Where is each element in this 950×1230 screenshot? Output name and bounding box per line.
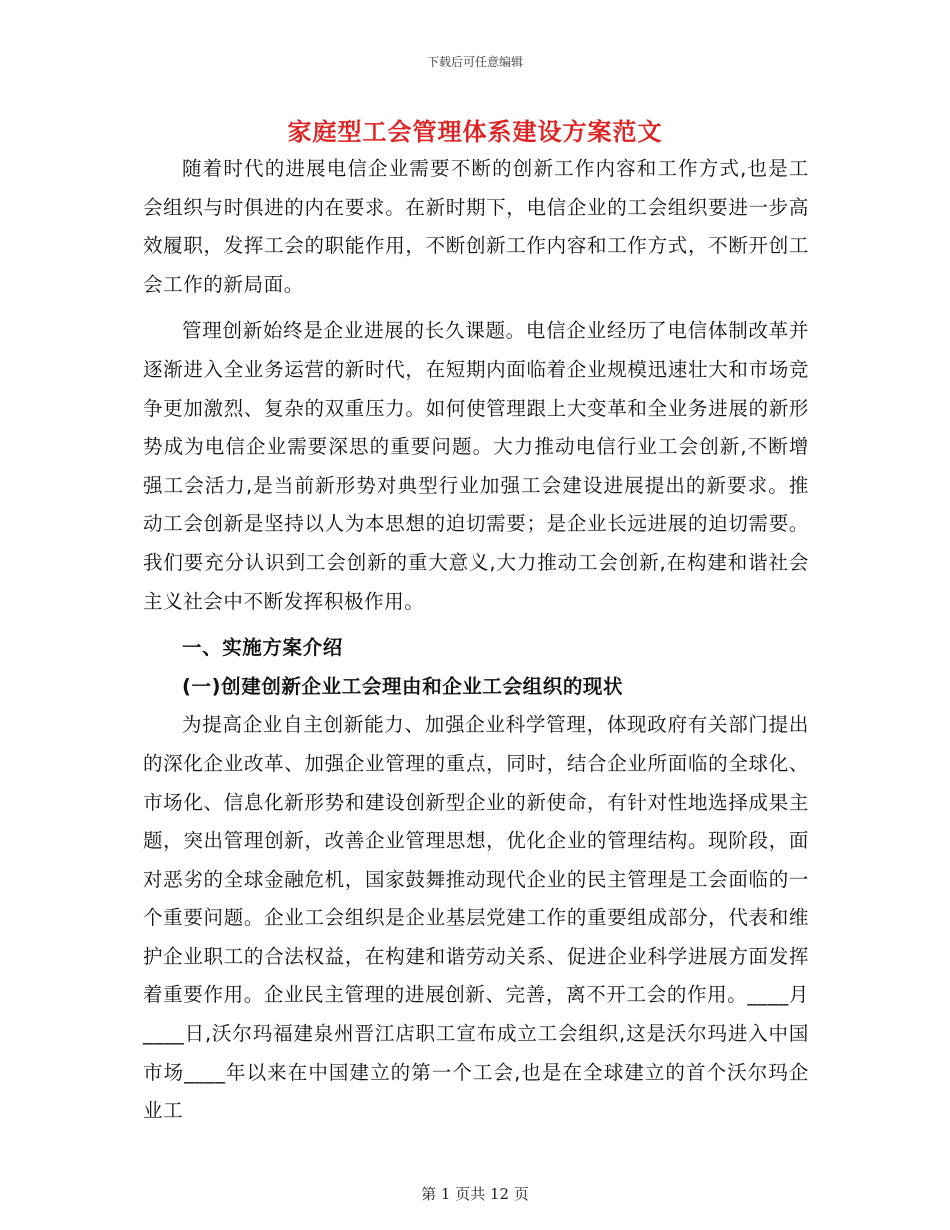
page-footer-number: 第 1 页共 12 页: [421, 1185, 529, 1203]
paragraph-background: 为提高企业自主创新能力、加强企业科学管理，体现政府有关部门提出的深化企业改革、加强企业管理的重点，同时，结合企业所面临的全球化、市场化、信息化新形势和建设创新型企业的新使命，有针对性地选择成果主题，突出管理创新，改善企业管理思想，优化企业的管理结构。现阶段，面对恶劣的全球金融危机，国家鼓舞推动现代企业的民主管理是工会面临的一个重要问题。企业工会组织是企业基层党建工作的重要组成部分，代表和维护企业职工的合法权益，在构建和谐劳动关系、促进企业科学进展方面发挥着重要作用。企业民主管理的进展创新、完善，离不开工会的作用。____月____日,沃尔玛福建泉州晋江店职工宣布成立工会组织,这是沃尔玛进入中国市场____年以来在中国建立的第一个工会,也是在全球建立的首个沃尔玛企业工: [143, 713, 809, 1123]
section-heading: 一、实施方案介绍: [182, 636, 343, 660]
paragraph-management: 管理创新始终是企业进展的长久课题。电信企业经历了电信体制改革并逐渐进入全业务运营的新时代，在短期内面临着企业规模迅速壮大和市场竞争更加激烈、复杂的双重压力。如何使管理跟上大变革和全业务进展的新形势成为电信企业需要深思的重要问题。大力推动电信行业工会创新,不断增强工会活力,是当前新形势对典型行业加强工会建设进展提出的新要求。推动工会创新是坚持以人为本思想的迫切需要；是企业长远进展的迫切需要。我们要充分认识到工会创新的重大意义,大力推动工会创新,在构建和谐社会主义社会中不断发挥积极作用。: [143, 319, 809, 613]
document-title: 家庭型工会管理体系建设方案范文: [287, 118, 663, 146]
document-body: [143, 150, 809, 1131]
paragraph-intro: 随着时代的进展电信企业需要不断的创新工作内容和工作方式,也是工会组织与时俱进的内在要求。在新时期下，电信企业的工会组织要进一步高效履职，发挥工会的职能作用，不断创新工作内容和工作方式，不断开创工会工作的新局面。: [143, 157, 809, 296]
page-header-note: 下载后可任意编辑: [426, 55, 523, 69]
subsection-heading: (一)创建创新企业工会理由和企业工会组织的现状: [182, 674, 624, 698]
